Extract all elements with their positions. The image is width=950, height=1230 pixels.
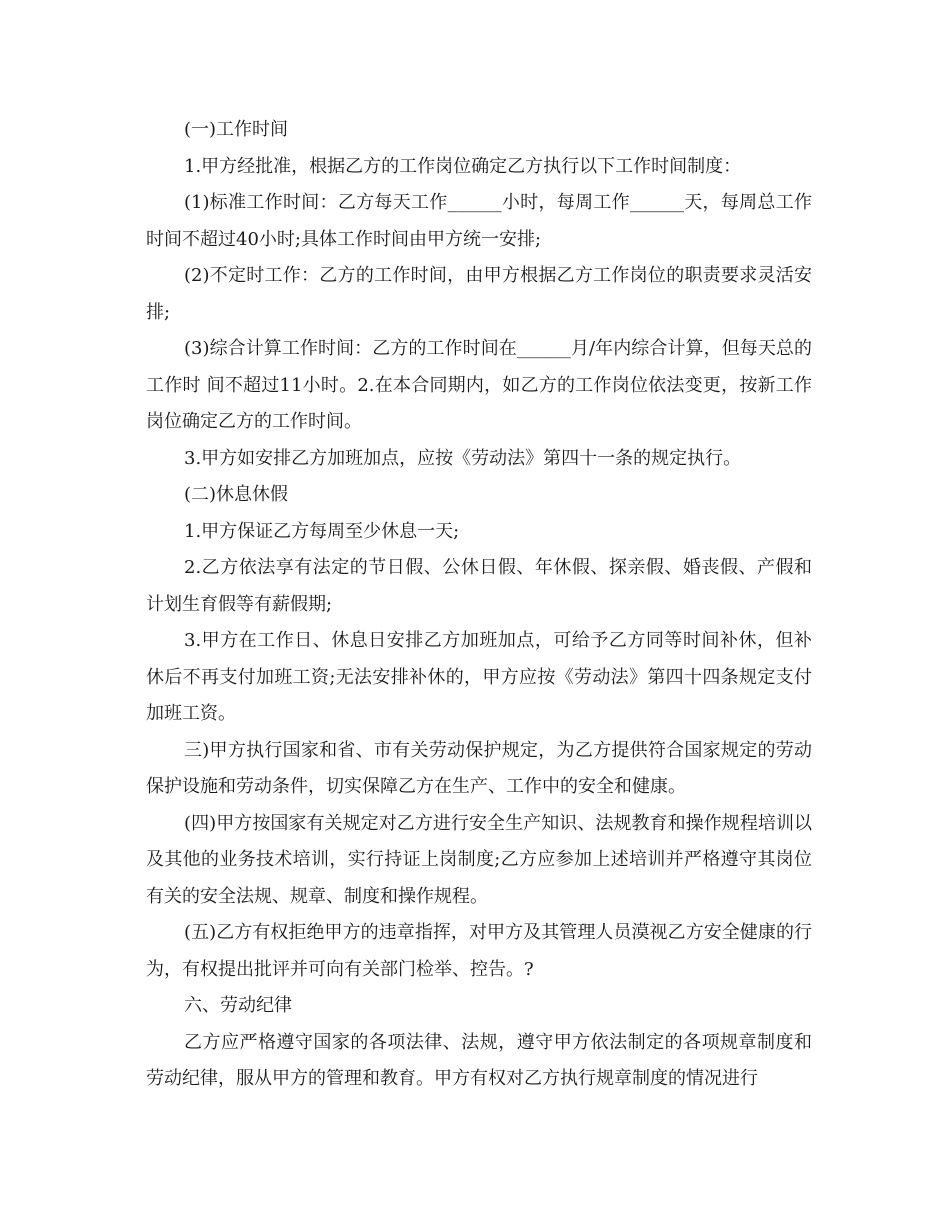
section-heading-work-time: (一)工作时间 bbox=[184, 119, 289, 140]
paragraph-safety-training: (四)甲方按国家有关规定对乙方进行安全生产知识、法规教育和操作规程培训以及其他的业务技术培训，实行持证上岗制度;乙方应参加上述培训并严格遵守其岗位有关的安全法规、规章、制度和操作规程。 bbox=[146, 812, 812, 907]
paragraph-work-time-system: 1.甲方经批准，根据乙方的工作岗位确定乙方执行以下工作时间制度： bbox=[184, 155, 742, 177]
document-body bbox=[146, 112, 812, 1098]
paragraph-comprehensive-work-time: (3)综合计算工作时间：乙方的工作时间在______月/年内综合计算，但每天总的工作时 间不超过11小时。2.在本合同期内，如乙方的工作岗位依法变更，按新工作岗位确定乙方的工作时间。 bbox=[146, 338, 812, 432]
section-heading-rest-leave: (二)休息休假 bbox=[184, 484, 289, 505]
paragraph-overtime: 3.甲方如安排乙方加班加点，应按《劳动法》第四十一条的规定执行。 bbox=[184, 447, 742, 469]
section-heading-labor-discipline: 六、劳动纪律 bbox=[184, 995, 292, 1016]
paragraph-discipline: 乙方应严格遵守国家的各项法律、法规，遵守甲方依法制定的各项规章制度和劳动纪律，服从甲方的管理和教育。甲方有权对乙方执行规章制度的情况进行 bbox=[146, 1031, 812, 1089]
paragraph-compensatory-leave: 3.甲方在工作日、休息日安排乙方加班加点，可给予乙方同等时间补休，但补休后不再支付加班工资;无法安排补休的，甲方应按《劳动法》第四十四条规定支付加班工资。 bbox=[146, 630, 812, 724]
paragraph-refuse-violation: (五)乙方有权拒绝甲方的违章指挥，对甲方及其管理人员漠视乙方安全健康的行为，有权提出批评并可向有关部门检举、控告。? bbox=[146, 922, 812, 980]
paragraph-labor-protection: 三)甲方执行国家和省、市有关劳动保护规定，为乙方提供符合国家规定的劳动保护设施和劳动条件，切实保障乙方在生产、工作中的安全和健康。 bbox=[146, 739, 812, 797]
paragraph-flexible-work-time: (2)不定时工作：乙方的工作时间，由甲方根据乙方工作岗位的职责要求灵活安排; bbox=[146, 265, 812, 323]
paragraph-weekly-rest: 1.甲方保证乙方每周至少休息一天; bbox=[184, 520, 460, 542]
paragraph-paid-leave: 2.乙方依法享有法定的节日假、公休日假、年休假、探亲假、婚丧假、产假和计划生育假等有薪假期; bbox=[146, 557, 812, 615]
paragraph-standard-work-time: (1)标准工作时间：乙方每天工作______小时，每周工作______天，每周总工作时间不超过40小时;具体工作时间由甲方统一安排; bbox=[146, 192, 812, 250]
